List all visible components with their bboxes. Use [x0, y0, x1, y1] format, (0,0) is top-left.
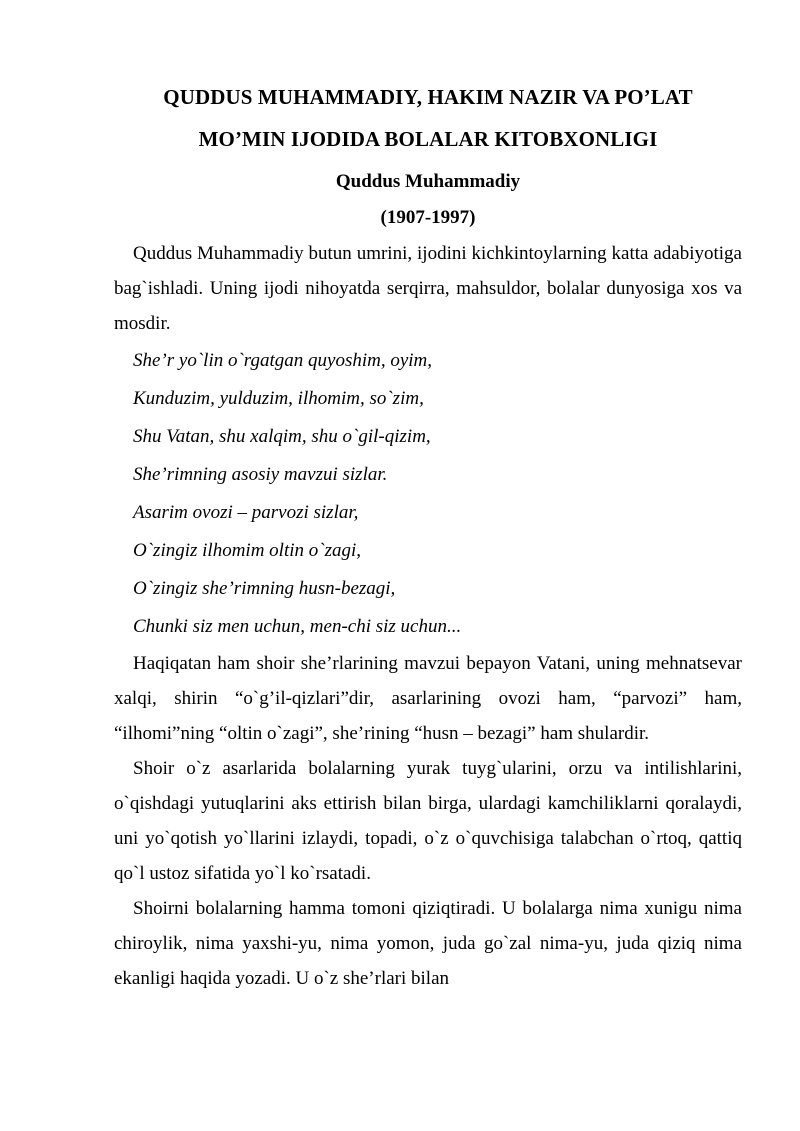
- document-page: [114, 76, 742, 996]
- author-years: (1907-1997): [380, 207, 476, 228]
- paragraph-intro: Quddus Muhammadiy butun umrini, ijodini kichkintoylarning katta adabiyotiga bag`ishladi. Uning ijodi nihoyatda serqirra, mahsuldor, bolalar dunyosiga xos va mosdir.: [114, 243, 742, 334]
- poem-verse: [114, 342, 742, 646]
- verse-line: Shu Vatan, shu xalqim, shu o`gil-qizim,: [133, 426, 431, 447]
- verse-line: Chunki siz men uchun, men-chi siz uchun...: [133, 616, 462, 637]
- verse-line: She’rimning asosiy mavzui sizlar.: [133, 464, 388, 485]
- paragraph-interests: Shoirni bolalarning hamma tomoni qiziqtiradi. U bolalarga nima xunigu nima chiroylik, nima yaxshi-yu, nima yomon, juda go`zal nima-yu, juda qiziq nima ekanligi haqida yozadi. U o`z she’rlari bilan: [114, 898, 742, 989]
- paragraph-themes: Haqiqatan ham shoir she’rlarining mavzui bepayon Vatani, uning mehnatsevar xalqi, shirin “o`g’il-qizlari”dir, asarlarining ovozi ham, “parvozi” ham, “ilhomi”ning “oltin o`zagi”, she’rining “husn – bezagi” ham shulardir.: [114, 653, 742, 744]
- author-name: Quddus Muhammadiy: [335, 171, 521, 192]
- verse-line: O`zingiz she’rimning husn-bezagi,: [133, 578, 396, 599]
- title-line-1: QUDDUS MUHAMMADIY, HAKIM NAZIR VA PO’LAT: [163, 85, 693, 109]
- verse-line: O`zingiz ilhomim oltin o`zagi,: [133, 540, 362, 561]
- document-title: [114, 76, 742, 160]
- verse-line: Asarim ovozi – parvozi sizlar,: [133, 502, 359, 523]
- title-line-2: MO’MIN IJODIDA BOLALAR KITOBXONLIGI: [198, 127, 658, 151]
- verse-line: She’r yo`lin o`rgatgan quyoshim, oyim,: [133, 350, 433, 371]
- verse-line: Kunduzim, yulduzim, ilhomim, so`zim,: [133, 388, 424, 409]
- paragraph-guidance: Shoir o`z asarlarida bolalarning yurak tuyg`ularini, orzu va intilishlarini, o`qishdagi yutuqlarini aks ettirish bilan birga, ulardagi kamchiliklarni qoralaydi, uni yo`qotish yo`llarini izlaydi, topadi, o`z o`quvchisiga talabchan o`rtoq, qattiq qo`l ustoz sifatida yo`l ko`rsatadi.: [114, 758, 742, 884]
